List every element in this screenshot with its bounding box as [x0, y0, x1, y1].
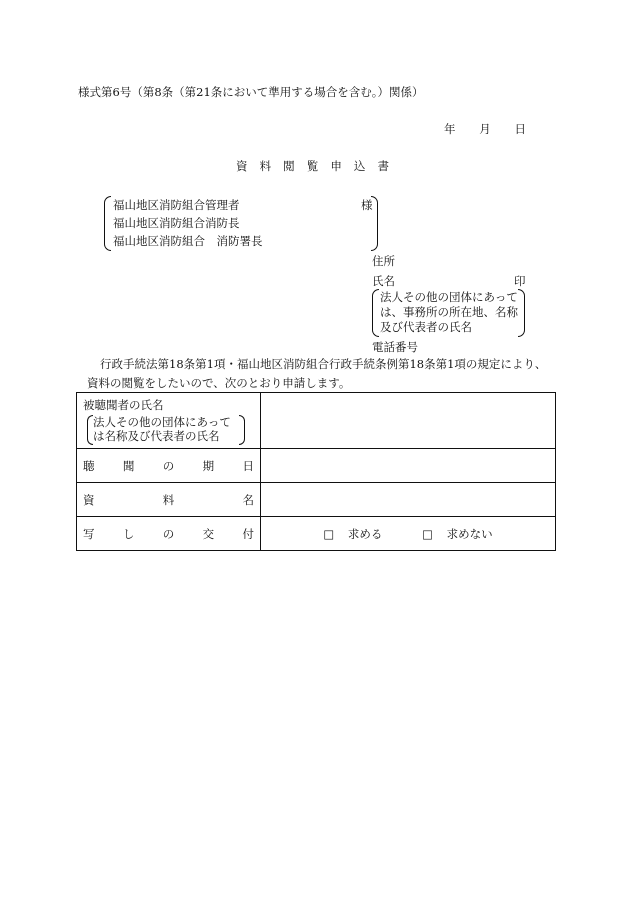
respondent-note — [87, 415, 247, 445]
addressee-bracket-right — [371, 196, 378, 251]
addressee-bracket-left — [104, 196, 111, 251]
respondent-note-line-2: は名称及び代表者の氏名 — [93, 428, 220, 443]
hearing-date-label — [83, 458, 254, 474]
copy-delivery-options — [261, 517, 556, 551]
title-char-0: 資 — [236, 159, 248, 173]
hearing-date-input[interactable] — [261, 449, 556, 483]
body-text-line-2: 資料の閲覧をしたいので、次のとおり申請します。 — [87, 376, 351, 390]
copy-delivery-label-char-2: の — [162, 526, 175, 541]
copy-delivery-label — [83, 526, 254, 542]
option-no-request-checkbox[interactable]: □ — [422, 526, 433, 541]
corporate-note-line-2: は、事務所の所在地、名称 — [380, 305, 518, 319]
respondent-name-input[interactable] — [261, 393, 556, 449]
corporate-note-line-1: 法人その他の団体にあって — [380, 290, 518, 304]
hearing-date-label-char-0: 聴 — [83, 458, 95, 473]
document-name-label-char-2: 名 — [242, 492, 254, 507]
corporate-note-bracket-right — [518, 289, 525, 337]
document-name-label-cell — [77, 483, 261, 517]
document-name-label-char-1: 料 — [162, 492, 175, 507]
addressee-line-2: 福山地区消防組合消防長 — [113, 216, 240, 230]
table-row-respondent — [77, 393, 556, 449]
title-char-2: 閲 — [283, 159, 295, 173]
option-no-request-label: 求めない — [446, 526, 493, 541]
respondent-name-label: 被聴聞者の氏名 — [83, 398, 164, 413]
name-label: 氏名 — [372, 274, 395, 288]
honorific: 様 — [361, 198, 373, 212]
document-title — [236, 161, 389, 173]
date-month-label: 月 — [479, 122, 491, 136]
respondent-label-cell — [77, 393, 261, 449]
respondent-note-line-1: 法人その他の団体にあって — [93, 414, 231, 429]
hearing-date-label-char-4: 日 — [242, 458, 254, 473]
date-day-label: 日 — [514, 122, 526, 136]
hearing-date-label-char-3: 期 — [202, 458, 215, 473]
phone-label: 電話番号 — [372, 340, 418, 354]
hearing-date-label-cell — [77, 449, 261, 483]
hearing-date-label-char-2: の — [162, 458, 175, 473]
copy-delivery-label-char-3: 交 — [202, 526, 215, 541]
document-name-label — [83, 492, 254, 508]
body-text-line-1: 行政手続法第18条第1項・福山地区消防組合行政手続条例第18条第1項の規定により、 — [100, 357, 547, 371]
copy-delivery-label-char-4: 付 — [242, 526, 254, 541]
form-number: 様式第6号（第8条（第21条において準用する場合を含む。）関係） — [78, 85, 424, 99]
corporate-note-line-3: 及び代表者の氏名 — [380, 320, 472, 334]
option-request-label: 求める — [347, 526, 383, 541]
copy-delivery-label-char-0: 写 — [83, 526, 95, 541]
seal-mark: 印 — [514, 274, 526, 288]
date-line — [444, 124, 526, 136]
option-request-checkbox[interactable]: □ — [323, 526, 335, 541]
document-name-input[interactable] — [261, 483, 556, 517]
corporate-note-bracket-left — [372, 289, 379, 337]
addressee-line-1: 福山地区消防組合管理者 — [113, 198, 240, 212]
title-char-5: 込 — [353, 159, 366, 173]
copy-delivery-label-cell — [77, 517, 261, 551]
request-form-table — [76, 392, 556, 551]
table-row-document-name — [77, 483, 556, 517]
hearing-date-label-char-1: 聞 — [122, 458, 135, 473]
addressee-line-3: 福山地区消防組合 消防署長 — [113, 234, 263, 248]
title-char-4: 申 — [330, 159, 342, 173]
address-label: 住所 — [372, 254, 395, 268]
copy-delivery-label-char-1: し — [122, 526, 135, 541]
table-row-copy-delivery — [77, 517, 556, 551]
table-row-hearing-date — [77, 449, 556, 483]
document-name-label-char-0: 資 — [83, 492, 95, 507]
title-char-3: 覧 — [306, 159, 319, 173]
title-char-1: 料 — [259, 159, 272, 173]
date-year-label: 年 — [444, 122, 456, 136]
respondent-note-bracket-right — [239, 415, 245, 445]
title-char-6: 書 — [377, 159, 389, 173]
